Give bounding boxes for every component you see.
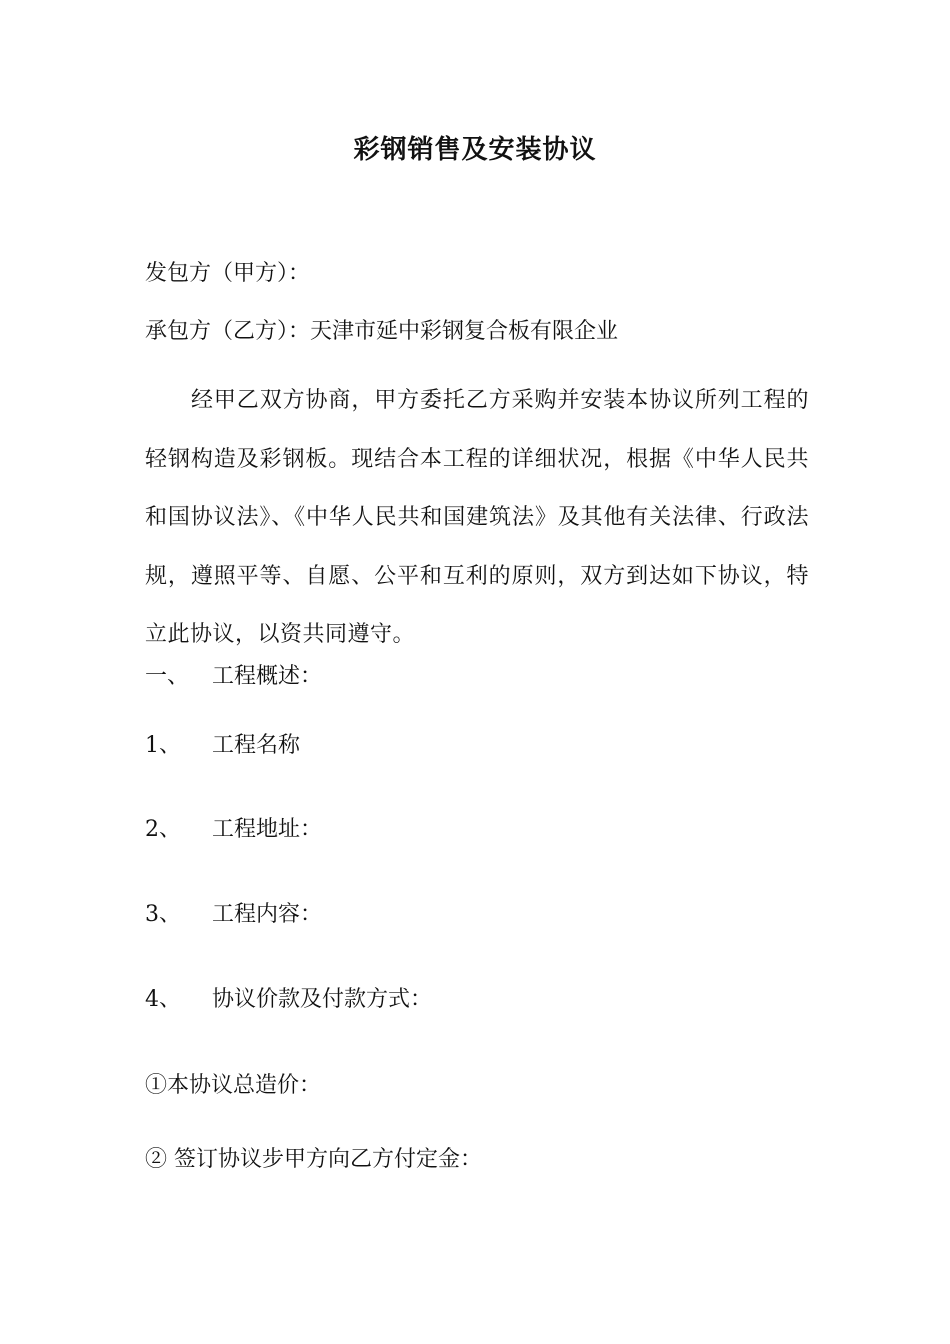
sub-item-deposit: ② 签订协议步甲方向乙方付定金： <box>145 1147 482 1172</box>
item-number: 4、 <box>145 987 181 1012</box>
item-label: 工程地址： <box>212 817 323 842</box>
document-title: 彩钢销售及安装协议 <box>353 135 597 165</box>
item-label: 工程名称 <box>212 733 301 758</box>
party-b-line: 承包方（乙方）：天津市延中彩钢复合板有限企业 <box>145 319 619 344</box>
item-project-address <box>145 813 322 847</box>
item-number: 2、 <box>145 817 181 842</box>
item-project-name <box>145 729 300 763</box>
section-label: 工程概述： <box>212 664 323 689</box>
item-project-content <box>145 898 322 932</box>
section-number: 一、 <box>145 664 190 689</box>
item-label: 工程内容： <box>212 902 323 927</box>
item-label: 协议价款及付款方式： <box>212 987 433 1012</box>
section-overview <box>145 660 322 694</box>
item-number: 3、 <box>145 902 181 927</box>
item-number: 1、 <box>145 733 181 758</box>
party-a-line: 发包方（甲方）： <box>145 261 311 286</box>
sub-item-total-price: ①本协议总造价： <box>145 1073 322 1098</box>
item-price-payment <box>145 983 432 1017</box>
intro-paragraph: 经甲乙双方协商，甲方委托乙方采购并安装本协议所列工程的轻钢构造及彩钢板。现结合本工程的详细状况，根据《中华人民共和国协议法》、《中华人民共和国建筑法》及其他有关法律、行政法规，遵照平等、自愿、公平和互利的原则，双方到达如下协议，特立此协议，以资共同遵守。 <box>145 388 809 647</box>
